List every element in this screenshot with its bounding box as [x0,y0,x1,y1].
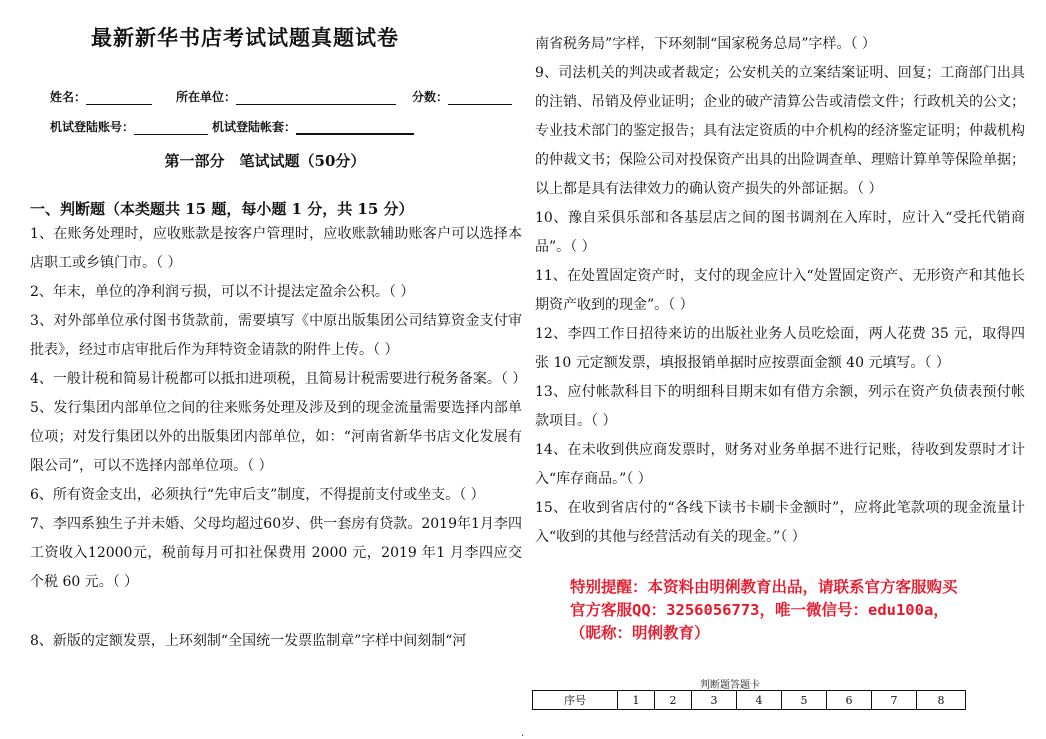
question-6: 6、所有资金支出，必须执行“先审后支”制度，不得提前支付或坐支。（ ） [30,487,485,503]
promo-notice [570,576,1040,645]
password-blank [296,120,414,135]
account-label: 机试登陆账号： [50,120,135,134]
answer-card-number-5: 5 [782,691,827,710]
page-title: 最新新华书店考试试题真题试卷 [91,25,399,50]
password-label: 机试登陆帐套： [212,120,297,134]
section-title: 一、判断题（本类题共 15 题，每小题 1 分，共 15 分） [30,200,414,218]
question-8-start: 8、新版的定额发票，上环刻制“全国统一发票监制章”字样中间刻制“河 [30,633,467,649]
answer-card-number-6: 6 [827,691,872,710]
left-column [30,220,527,656]
page-dot: . [521,728,525,739]
answer-card-number-7: 7 [872,691,917,710]
answer-card-table [532,690,966,710]
question-3: 3、对外部单位承付图书货款前，需要填写《中原出版集团公司结算资金支付审批表》，经过市店审批后作为拜特资金请款的附件上传。（ ） [30,313,522,358]
score-field [412,88,512,105]
password-field [212,118,414,135]
score-label: 分数： [412,90,449,104]
question-14: 14、在未收到供应商发票时，财务对业务单据不进行记账，待收到发票时才计入“库存商品。”（ ） [535,442,1025,487]
score-blank [448,91,512,105]
notice-line-3: （昵称：明俐教育） [570,624,710,642]
answer-card-number-3: 3 [692,691,737,710]
question-15: 15、在收到省店付的“各线下读书卡刷卡金额时”，应将此笔款项的现金流量计入“收到的其他与经营活动有关的现金。”（ ） [535,500,1025,545]
question-7: 7、李四系独生子并未婚、父母均超过60岁、供一套房有贷款。2019年1月李四工资收入12000元，税前每月可扣社保费用 2000 元，2019 年1 月李四应交个税 60 元。（ ） [30,516,522,590]
unit-label: 所在单位： [176,90,237,104]
right-column [535,30,1025,552]
answer-card-number-1: 1 [618,691,655,710]
question-8-end: 南省税务局”字样，下环刻制“国家税务总局”字样。（ ） [535,36,876,52]
notice-line-2: 官方客服QQ：3256056773，唯一微信号：edu100a， [570,601,949,619]
question-9: 9、司法机关的判决或者裁定；公安机关的立案结案证明、回复；工商部门出具的注销、吊销及停业证明；企业的破产清算公告或清偿文件；行政机关的公文；专业技术部门的鉴定报告；具有法定资质的中介机构的经济鉴定证明；仲裁机构的仲裁文书；保险公司对投保资产出具的出险调查单、理赔计算单等保险单据；以上都是具有法律效力的确认资产损失的外部证据。（ ） [535,65,1025,197]
question-12: 12、李四工作日招待来访的出版社业务人员吃烩面，两人花费 35 元，取得四张 10 元定额发票，填报报销单据时应按票面金额 40 元填写。（ ） [535,326,1025,371]
account-field [50,118,208,135]
name-field [50,88,152,105]
part-title: 第一部分 笔试试题（50分） [164,152,366,170]
question-1: 1、在账务处理时，应收账款是按客户管理时，应收账款辅助账客户可以选择本店职工或乡镇门市。（ ） [30,226,522,271]
question-11: 11、在处置固定资产时，支付的现金应计入“处置固定资产、无形资产和其他长期资产收到的现金”。（ ） [535,268,1025,313]
unit-blank [236,91,396,105]
answer-card-row [533,691,966,710]
question-13: 13、应付帐款科目下的明细科目期末如有借方余额，列示在资产负债表预付帐款项目。（ ） [535,384,1025,429]
account-blank [134,121,208,135]
answer-card-number-4: 4 [737,691,782,710]
unit-field [176,88,396,105]
question-4: 4、一般计税和简易计税都可以抵扣进项税，且简易计税需要进行税务备案。（ ） [30,371,527,387]
name-blank [86,91,152,105]
question-10: 10、豫自采俱乐部和各基层店之间的图书调剂在入库时，应计入“受托代销商品”。（ ） [535,210,1025,255]
notice-line-1: 特别提醒：本资料由明俐教育出品，请联系官方客服购买 [570,578,958,596]
answer-card-number-2: 2 [655,691,692,710]
answer-card-number-8: 8 [917,691,966,710]
name-label: 姓名： [50,90,87,104]
question-2: 2、年末，单位的净利润亏损，可以不计提法定盈余公积。（ ） [30,284,415,300]
answer-card-header: 序号 [533,691,618,710]
question-5: 5、发行集团内部单位之间的往来账务处理及涉及到的现金流量需要选择内部单位项；对发行集团以外的出版集团内部单位，如：“河南省新华书店文化发展有限公司”，可以不选择内部单位项。（ ） [30,400,522,474]
answer-card-title: 判断题答题卡 [700,680,760,691]
